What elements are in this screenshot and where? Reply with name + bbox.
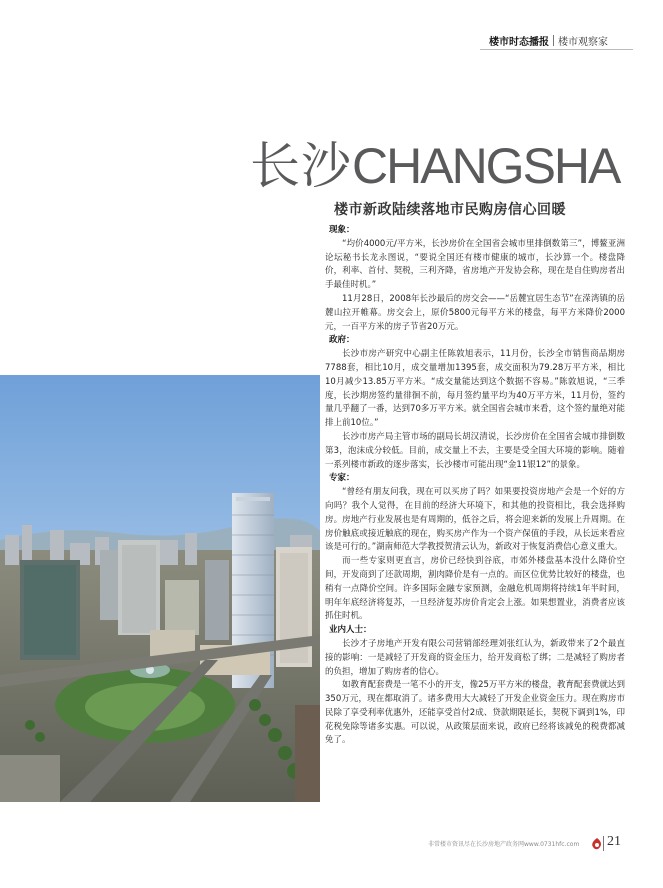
article-paragraph: 而一些专家则更直言，房价已经快到谷底，市郊外楼盘基本没什么降价空间，开发商到了还款周期，割肉降价是有一点的。而区位优势比较好的楼盘，也稍有一点降价空间。许多国际金融专家预测，金融危机周期将持续1年半时间，明年年底经济将复苏，一旦经济复苏房价肯定会上涨。如果想置业，消费者应该抓住时机。	[325, 556, 625, 622]
article-title	[250, 137, 640, 195]
article-paragraph: “曾经有朋友问我，现在可以买房了吗？如果要投资房地产会是一个好的方向吗？我个人觉得，在目前的经济大环境下，和其他的投资相比，我会选择购房。房地产行业发展也是有周期的，低谷之后，将会迎来新的发展上升周期。在房价触底或接近触底的现在，购买房产作为一个资产保值的手段，从长远来看应该是可行的。”湖南师范大学教授贺清云认为，新政对于恢复消费信心意义重大。	[325, 487, 625, 553]
section-label: 专家：	[329, 473, 355, 484]
red-logo-icon	[592, 838, 602, 850]
title-chinese: 长沙	[250, 137, 352, 195]
section-label: 政府：	[329, 335, 355, 346]
article-paragraph: “均价4000元/平方米，长沙房价在全国省会城市里排倒数第三”，博鳌亚洲论坛秘书长龙永图说，“要说全国还有楼市健康的城市，长沙算一个。楼盘降价，利率、首付、契税，三利齐降，省房地产开发协会称，现在是自住购房者出手最佳时机。”	[325, 238, 625, 291]
section-tag	[489, 33, 608, 48]
footer-website-text: 非常楼市资讯尽在长沙房地产政务网www.0731hfc.com	[428, 841, 580, 848]
footer-logo-icon	[592, 835, 602, 854]
section-label: 现象：	[329, 225, 355, 235]
article-body	[325, 224, 625, 748]
section-main-label: 楼市时态播报	[489, 37, 549, 48]
article-paragraph: 如教育配套费是一笔不小的开支，像25万平方米的楼盘，教育配套费就达到350万元，现在都取消了。诸多费用大大减轻了开发企业资金压力。现在购房市民除了享受利率优惠外，还能享受首付2成、贷款期限延长，契税下调到1%，印花税免除等诸多实惠。可以说，从政策层面来说，政府已经将该减免的税费都减免了。	[325, 680, 625, 746]
cityscape-illustration	[0, 375, 320, 802]
section-sub-label: 楼市观察家	[558, 37, 608, 48]
article-subtitle: 楼市新政陆续落地市民购房信心回暖	[334, 202, 566, 218]
section-divider	[553, 35, 554, 46]
article-paragraph: 长沙才子房地产开发有限公司营销部经理刘张红认为，新政带来了2个最直接的影响：一是减轻了开发商的资金压力，给开发商松了绑；二是减轻了购房者的负担，增加了购房者的信心。	[325, 638, 625, 677]
article-paragraph: 长沙市房产研究中心副主任陈敦旭表示，11月份，长沙全市销售商品期房7788套，相比10月，成交量增加1395套，成交面积为79.28万平方米，相比10月减少13.85万平方米。“成交量能达到这个数据不容易。”陈敦旭说，“三季度，长沙期房签约量徘徊不前，每月签约量平均为40万平方米，11月份，签约量几乎翻了一番，达到70多万平方米。就全国省会城市来看，这个签约量绝对能排上前10位。”	[325, 349, 625, 429]
header-rule	[480, 49, 633, 50]
page-number: 21	[607, 834, 621, 849]
city-photo	[0, 375, 320, 802]
section-label: 业内人士：	[329, 625, 372, 636]
title-english: CHANGSHA	[352, 138, 620, 194]
article-paragraph: 11月28日，2008年长沙最后的房交会——“岳麓宜居生态节”在溁湾镇的岳麓山拉开帷幕。房交会上，原价5800元每平方米的楼盘，每平方米降价2000元，一百平方米的房子节省20万元。	[325, 293, 625, 332]
footer-divider	[603, 836, 604, 851]
article-paragraph: 长沙市房产局主管市场的副局长胡汉清说，长沙房价在全国省会城市排倒数第3，泡沫成分较低。目前，成交量上不去，主要是受全国大环境的影响。随着一系列楼市新政的逐步落实，长沙楼市可能出现“金11银12”的景象。	[325, 431, 625, 470]
